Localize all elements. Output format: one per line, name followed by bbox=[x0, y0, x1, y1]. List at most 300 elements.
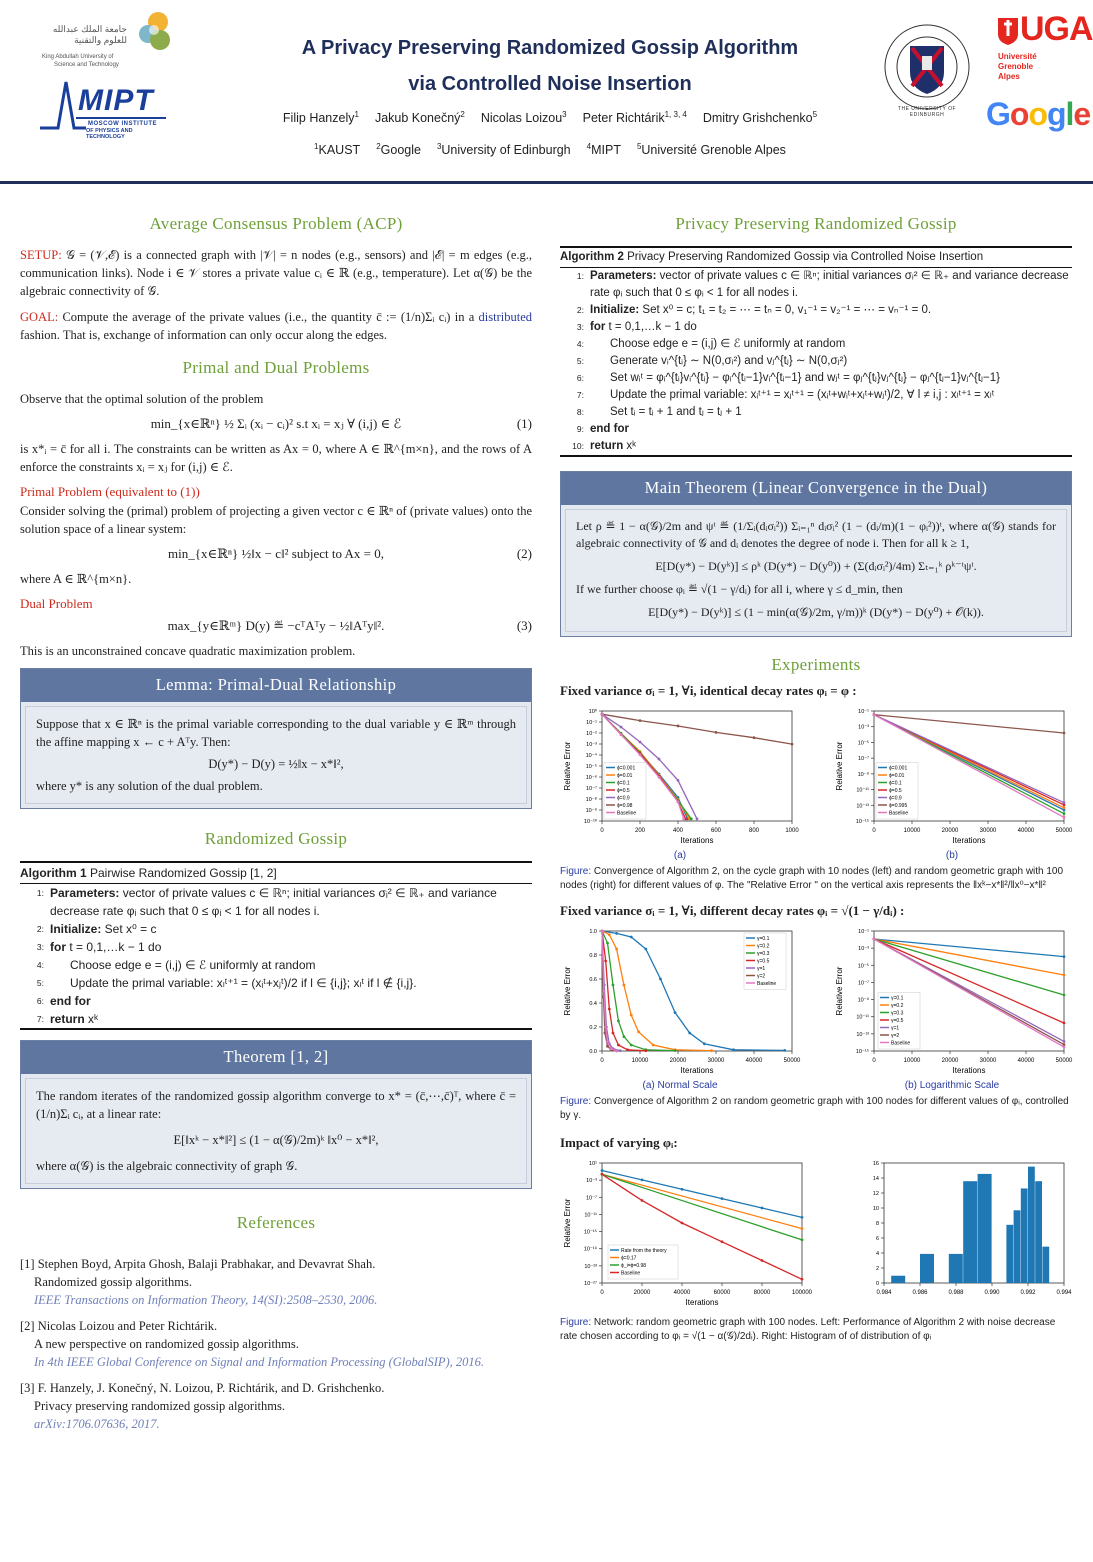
data-point bbox=[626, 1048, 629, 1051]
y-tick-label: 10⁻⁸ bbox=[585, 797, 597, 803]
x-tick-label: 50000 bbox=[1055, 1058, 1073, 1064]
affiliation bbox=[376, 143, 421, 157]
data-point bbox=[644, 1049, 647, 1052]
y-tick-label: 10⁻¹ bbox=[858, 929, 869, 935]
x-tick-label: 800 bbox=[748, 828, 760, 834]
author-affil-mark: 2 bbox=[460, 110, 465, 119]
affiliation-name: Google bbox=[380, 143, 421, 158]
legend-label: γ=0.2 bbox=[891, 1003, 904, 1009]
x-tick-label: 60000 bbox=[713, 1290, 731, 1296]
data-point bbox=[606, 1040, 609, 1043]
equation-1 bbox=[20, 416, 532, 432]
edinburgh-logo bbox=[882, 22, 972, 118]
plot-area bbox=[835, 929, 1073, 1075]
uga-sub1: Université bbox=[998, 52, 1037, 61]
left-column bbox=[20, 214, 532, 1441]
y-tick-label: 14 bbox=[872, 1176, 879, 1182]
uga-sub2: Grenoble bbox=[998, 62, 1034, 71]
main-theorem-body bbox=[565, 509, 1067, 632]
poster-header bbox=[0, 0, 1093, 183]
algorithm-line bbox=[20, 920, 532, 938]
edinburgh-crest-icon bbox=[882, 22, 972, 112]
data-point bbox=[604, 1026, 607, 1029]
histogram-bar bbox=[1035, 1181, 1042, 1283]
exp1-chart-b bbox=[832, 705, 1072, 845]
data-point bbox=[644, 948, 647, 951]
data-point bbox=[658, 758, 661, 761]
uga-wordmark: UGA bbox=[1020, 10, 1093, 48]
data-point bbox=[608, 933, 611, 936]
data-point bbox=[1063, 1043, 1066, 1046]
data-point bbox=[612, 984, 615, 987]
x-tick-label: 100000 bbox=[791, 1290, 813, 1296]
author-name: Dmitry Grishchenko bbox=[702, 111, 813, 126]
google-letter: g bbox=[1046, 96, 1066, 132]
data-point bbox=[801, 1216, 804, 1219]
plot-area bbox=[873, 1161, 1072, 1296]
eq2-after: where A ∈ ℝ^{m×n}. bbox=[20, 572, 132, 586]
kaust-logo-arabic: جامعة الملك عبدالله للعلوم والتقنية bbox=[52, 24, 127, 45]
data-point bbox=[623, 1035, 626, 1038]
google-letter: l bbox=[1065, 96, 1074, 132]
equation-2 bbox=[20, 546, 532, 562]
algorithm-line bbox=[560, 302, 1072, 319]
exp3-caption-label: Figure: bbox=[560, 1317, 592, 1328]
legend-label: ϕ=0.5 bbox=[889, 788, 902, 794]
x-tick-label: 0.984 bbox=[876, 1290, 892, 1296]
exp2-plot-a bbox=[560, 925, 800, 1091]
data-point bbox=[703, 1042, 706, 1045]
author-name: Filip Hanzely bbox=[282, 111, 355, 126]
x-tick-label: 200 bbox=[634, 828, 646, 834]
legend-label: γ=0.3 bbox=[891, 1010, 904, 1017]
x-tick-label: 50000 bbox=[783, 1058, 801, 1064]
y-tick-label: 0.0 bbox=[589, 1049, 597, 1055]
equation-2-body: min_{x∈ℝⁿ} ½‖x − c‖² subject to Ax = 0, bbox=[168, 546, 384, 561]
y-tick-label: 10⁻²⁷ bbox=[584, 1281, 597, 1287]
uga-logo bbox=[996, 10, 1093, 84]
data-point bbox=[1063, 1040, 1066, 1043]
exp3-caption bbox=[560, 1316, 1072, 1344]
data-point bbox=[696, 817, 699, 820]
exp2-chart-a bbox=[560, 925, 800, 1075]
reference-item bbox=[20, 1317, 532, 1371]
histogram-bar bbox=[963, 1181, 977, 1283]
x-tick-label: 10000 bbox=[903, 828, 921, 834]
y-tick-label: 10⁻²³ bbox=[584, 1263, 597, 1270]
y-tick-label: 10⁻⁷ bbox=[585, 1195, 597, 1202]
reference-title: Randomized gossip algorithms. bbox=[34, 1275, 192, 1289]
uga-shield-icon bbox=[996, 16, 1020, 46]
legend-label: Rate from the theory bbox=[621, 1248, 667, 1254]
x-tick-label: 20000 bbox=[941, 1058, 959, 1064]
affiliation-mark: 3 bbox=[436, 142, 442, 151]
author bbox=[703, 111, 817, 125]
x-tick-label: 600 bbox=[710, 828, 722, 834]
x-tick-label: 0 bbox=[872, 828, 876, 834]
data-point bbox=[801, 1238, 804, 1241]
x-tick-label: 30000 bbox=[707, 1058, 725, 1064]
legend-label: ϕ=0.98 bbox=[617, 803, 633, 809]
x-tick-label: 50000 bbox=[1055, 828, 1073, 834]
reference-authors: [3] F. Hanzely, J. Konečný, N. Loizou, P. Richtárik, and D. Grishchenko. bbox=[20, 1381, 385, 1395]
lemma-body bbox=[25, 706, 527, 804]
data-point bbox=[1063, 801, 1066, 804]
exp1-chart-a bbox=[560, 705, 800, 845]
title-line-1: A Privacy Preserving Randomized Gossip Algorithm bbox=[301, 37, 799, 59]
line-text bbox=[50, 992, 532, 1010]
exp2-plots bbox=[560, 925, 1072, 1091]
line-body: Set x⁰ = c; t₁ = t₂ = ⋯ = tₙ = 0, v₁⁻¹ = v₂⁻¹ = ⋯ = vₙ⁻¹ = 0. bbox=[639, 304, 932, 316]
exp1-caption-label: Figure: bbox=[560, 866, 592, 877]
y-tick-label: 6 bbox=[875, 1236, 879, 1242]
y-tick-label: 2 bbox=[875, 1266, 879, 1272]
y-tick-label: 10⁻⁴ bbox=[585, 753, 597, 759]
author-affil-mark: 5 bbox=[812, 110, 818, 119]
google-wordmark bbox=[986, 96, 1090, 132]
y-tick-label: 10⁻⁷ bbox=[857, 756, 869, 763]
data-point bbox=[620, 726, 623, 729]
mipt-sub1: MOSCOW INSTITUTE bbox=[88, 121, 157, 127]
author-affil-mark: 1, 3, 4 bbox=[664, 110, 687, 119]
algorithm-line bbox=[560, 387, 1072, 404]
exp2-sublabel-a: (a) Normal Scale bbox=[642, 1080, 718, 1091]
data-point bbox=[1063, 1046, 1066, 1049]
algorithm-line bbox=[560, 353, 1072, 370]
x-tick-label: 10000 bbox=[631, 1058, 649, 1064]
exp3-plot-right bbox=[842, 1157, 1072, 1312]
line-number: 4: bbox=[576, 339, 584, 349]
line-number: 5: bbox=[36, 978, 44, 988]
line-body: t = 0,1,…k − 1 do bbox=[605, 321, 697, 333]
author-name: Nicolas Loizou bbox=[480, 111, 563, 126]
x-axis-label: Iterations bbox=[685, 1298, 719, 1307]
randomized-gossip-title: Randomized Gossip bbox=[204, 829, 348, 848]
references-title: References bbox=[236, 1213, 316, 1232]
algorithm-1 bbox=[20, 861, 532, 1030]
algorithm-line bbox=[560, 438, 1072, 455]
main-theorem-text-1: Let ρ ≝ 1 − α(𝒢)/2m and ψᵗ ≝ (1/Σᵢ(dᵢσᵢ²)) Σᵢ₌₁ⁿ dᵢσᵢ² (1 − (dᵢ/m)(1 − φᵢ²))ᵗ, where α(𝒢) stands for algebraic connectivity of 𝒢 and dᵢ denotes the degree of node i. Then for all k ≥ 1, bbox=[576, 519, 1056, 550]
main-theorem-equation-1: E[D(y*) − D(yᵏ)] ≤ ρᵏ (D(y*) − D(y⁰)) + (Σ(dᵢσᵢ²)/4m) Σₜ₌₁ᵏ ρᵏ⁻ᵗψᵗ. bbox=[655, 559, 977, 573]
lemma-text-1: Suppose that x ∈ ℝⁿ is the primal variable corresponding to the dual variable y ∈ ℝᵐ through the affine mapping x ← c + Aᵀy. Then: bbox=[36, 717, 516, 749]
line-number: 3: bbox=[36, 942, 44, 952]
data-point bbox=[1063, 806, 1066, 809]
google-letter: e bbox=[1073, 96, 1091, 132]
line-text bbox=[590, 319, 1072, 336]
x-tick-label: 20000 bbox=[633, 1290, 651, 1296]
algorithm-2-lines bbox=[560, 268, 1072, 455]
affiliation-mark: 4 bbox=[586, 142, 592, 151]
author bbox=[283, 111, 359, 125]
exp1-plot-b bbox=[832, 705, 1072, 861]
author-list bbox=[230, 110, 870, 125]
line-body: t = 0,1,…k − 1 do bbox=[66, 940, 162, 954]
poster-title bbox=[250, 30, 850, 102]
google-logo bbox=[986, 96, 1092, 136]
data-point bbox=[753, 736, 756, 739]
x-tick-label: 40000 bbox=[745, 1058, 763, 1064]
data-point bbox=[801, 1278, 804, 1281]
line-text bbox=[590, 438, 1072, 455]
algorithm-line bbox=[560, 421, 1072, 438]
line-body: Choose edge e = (i,j) ∈ ℰ uniformly at random bbox=[610, 338, 846, 350]
line-text bbox=[590, 421, 1072, 438]
y-tick-label: 10⁻² bbox=[586, 731, 597, 737]
y-axis-label: Relative Error bbox=[563, 741, 572, 791]
y-tick-label: 10⁻¹⁵ bbox=[583, 1229, 597, 1236]
algorithm-2 bbox=[560, 246, 1072, 457]
histogram-bar bbox=[978, 1174, 992, 1283]
exp1-plots bbox=[560, 705, 1072, 861]
legend-label: ϕ=0.001 bbox=[617, 765, 636, 772]
algorithm-1-header bbox=[20, 863, 532, 884]
line-keyword: Initialize: bbox=[50, 922, 102, 936]
line-text bbox=[590, 268, 1072, 302]
data-point bbox=[721, 1197, 724, 1200]
line-keyword: return bbox=[590, 440, 624, 452]
equation-1-body: min_{x∈ℝⁿ} ½ Σᵢ (xᵢ − cᵢ)² s.t xᵢ = xⱼ ∀ (i,j) ∈ ℰ bbox=[150, 416, 402, 431]
data-point bbox=[652, 1044, 655, 1047]
equation-2-number: (2) bbox=[516, 546, 532, 561]
algorithm-1-caption: Pairwise Randomized Gossip [1, 2] bbox=[86, 866, 277, 880]
reference-venue: In 4th IEEE Global Conference on Signal and Information Processing (GlobalSIP), 2016. bbox=[34, 1355, 485, 1369]
algorithm-line bbox=[560, 268, 1072, 302]
reference-item bbox=[20, 1379, 532, 1433]
y-tick-label: 10⁻³ bbox=[858, 724, 869, 731]
primal-problem-head: Primal Problem (equivalent to (1)) bbox=[20, 484, 200, 499]
acp-title: Average Consensus Problem (ACP) bbox=[149, 214, 403, 233]
exp1-sublabel-a: (a) bbox=[673, 850, 687, 861]
algorithm-line bbox=[20, 974, 532, 992]
data-point bbox=[761, 1207, 764, 1210]
lemma-text-2: where y* is any solution of the dual problem. bbox=[36, 779, 263, 793]
legend-label: ϕ=0.01 bbox=[617, 773, 633, 779]
y-tick-label: 10⁻¹⁰ bbox=[583, 819, 597, 825]
x-tick-label: 10000 bbox=[903, 1058, 921, 1064]
y-tick-label: 12 bbox=[872, 1191, 879, 1197]
exp2-chart-b bbox=[832, 925, 1072, 1075]
line-keyword: end for bbox=[50, 994, 91, 1008]
legend bbox=[604, 763, 646, 820]
data-point bbox=[608, 1008, 611, 1011]
setup-paragraph bbox=[20, 246, 532, 300]
y-tick-label: 4 bbox=[875, 1251, 879, 1257]
data-point bbox=[641, 1178, 644, 1181]
data-point bbox=[710, 1049, 713, 1052]
goal-text-b: fashion. That is, exchange of information can only occur along the edges. bbox=[20, 328, 388, 342]
data-point bbox=[1063, 812, 1066, 815]
line-keyword: for bbox=[50, 940, 66, 954]
goal-paragraph bbox=[20, 308, 532, 344]
y-tick-label: 10⁻¹¹ bbox=[856, 787, 869, 794]
line-number: 3: bbox=[576, 322, 584, 332]
y-tick-label: 10⁻¹⁵ bbox=[855, 819, 869, 825]
y-axis-label: Relative Error bbox=[835, 741, 844, 791]
data-point bbox=[601, 713, 604, 716]
kaust-logo-en1: King Abdullah University of bbox=[42, 54, 114, 60]
main-theorem-title: Main Theorem (Linear Convergence in the Dual) bbox=[561, 472, 1071, 505]
reference-item bbox=[20, 1255, 532, 1309]
reference-title: Privacy preserving randomized gossip algorithms. bbox=[34, 1399, 285, 1413]
data-point bbox=[677, 800, 680, 803]
data-point bbox=[604, 960, 607, 963]
author-affil-mark: 1 bbox=[354, 110, 359, 119]
google-letter: G bbox=[986, 96, 1010, 132]
y-axis-label: Relative Error bbox=[835, 966, 844, 1016]
data-point bbox=[1063, 816, 1066, 819]
data-point bbox=[615, 932, 618, 935]
main-theorem-equation-2: E[D(y*) − D(yᵏ)] ≤ (1 − min(α(𝒢)/2m, γ/m))ᵏ (D(y*) − D(y⁰) + 𝒪(k)). bbox=[648, 605, 984, 619]
data-point bbox=[615, 948, 618, 951]
y-tick-label: 10⁻⁷ bbox=[585, 786, 597, 792]
data-point bbox=[641, 1199, 644, 1202]
line-keyword: Initialize: bbox=[590, 304, 640, 316]
y-tick-label: 10⁻³ bbox=[858, 946, 869, 953]
data-point bbox=[630, 1044, 633, 1047]
legend-label: γ=2 bbox=[757, 973, 766, 980]
line-body: xᵏ bbox=[84, 1012, 99, 1026]
y-tick-label: 16 bbox=[872, 1161, 879, 1167]
line-number: 8: bbox=[576, 407, 584, 417]
line-number: 2: bbox=[36, 924, 44, 934]
exp2-caption-label: Figure: bbox=[560, 1096, 592, 1107]
line-number: 9: bbox=[576, 424, 584, 434]
pd-text-1: Observe that the optimal solution of the problem bbox=[20, 392, 264, 406]
uga-sub3: Alpes bbox=[998, 72, 1020, 81]
data-point bbox=[1063, 955, 1066, 958]
x-tick-label: 0.994 bbox=[1056, 1290, 1072, 1296]
x-tick-label: 1000 bbox=[785, 828, 799, 834]
legend-label: γ=0.5 bbox=[757, 958, 770, 965]
x-tick-label: 20000 bbox=[669, 1058, 687, 1064]
line-number: 5: bbox=[576, 356, 584, 366]
lemma-title: Lemma: Primal-Dual Relationship bbox=[21, 669, 531, 702]
primal-text: Consider solving the (primal) problem of projecting a given vector c ∈ ℝⁿ of (private values) onto the solution space of a linear system: bbox=[20, 504, 532, 536]
data-point bbox=[715, 731, 718, 734]
data-point bbox=[612, 1032, 615, 1035]
x-tick-label: 30000 bbox=[979, 828, 997, 834]
data-point bbox=[761, 1259, 764, 1262]
lemma-box bbox=[20, 668, 532, 809]
y-tick-label: 10⁻¹ bbox=[858, 709, 869, 715]
header-rule bbox=[0, 181, 1093, 184]
data-point bbox=[620, 733, 623, 736]
pprg-title: Privacy Preserving Randomized Gossip bbox=[675, 214, 957, 233]
line-number: 7: bbox=[576, 390, 584, 400]
data-point bbox=[639, 719, 642, 722]
legend-label: ϕ=0.001 bbox=[889, 765, 908, 772]
line-number: 7: bbox=[36, 1014, 44, 1024]
x-tick-label: 0 bbox=[600, 1058, 604, 1064]
affiliation-mark: 2 bbox=[376, 142, 381, 151]
y-tick-label: 10¹ bbox=[589, 1161, 597, 1167]
data-point bbox=[682, 817, 685, 820]
line-keyword: return bbox=[50, 1012, 85, 1026]
kaust-logo bbox=[42, 10, 172, 70]
legend-label: Baseline bbox=[757, 981, 777, 987]
y-tick-label: 10⁻¹³ bbox=[856, 803, 869, 810]
plot-area bbox=[835, 709, 1073, 845]
exp3-chart-left bbox=[560, 1157, 813, 1307]
data-point bbox=[619, 1049, 622, 1052]
affiliation bbox=[314, 143, 360, 157]
plot-area bbox=[563, 1161, 813, 1307]
exp1-caption bbox=[560, 865, 1072, 893]
data-point bbox=[721, 1240, 724, 1243]
data-point bbox=[601, 930, 604, 933]
author-name: Peter Richtárik bbox=[582, 111, 665, 126]
theorem-text-1: The random iterates of the randomized gossip algorithm converge to x* = (c̄,⋯,c̄)ᵀ, where c̄ = (1/n)Σᵢ cᵢ, at a linear rate: bbox=[36, 1089, 516, 1121]
y-tick-label: 10⁻⁵ bbox=[585, 764, 597, 770]
x-tick-label: 0 bbox=[872, 1058, 876, 1064]
data-point bbox=[688, 1032, 691, 1035]
line-text bbox=[590, 404, 1072, 421]
algorithm-line bbox=[560, 404, 1072, 421]
reference-venue: arXiv:1706.07636, 2017. bbox=[34, 1417, 160, 1431]
author bbox=[481, 111, 567, 125]
x-tick-label: 0.992 bbox=[1020, 1290, 1036, 1296]
legend-label: Baseline bbox=[617, 810, 637, 817]
affiliation-mark: 1 bbox=[314, 142, 319, 151]
data-point bbox=[873, 938, 876, 941]
exp3-plot-left bbox=[560, 1157, 813, 1312]
data-point bbox=[658, 776, 661, 779]
line-number: 10: bbox=[572, 441, 584, 451]
affiliation bbox=[587, 143, 621, 157]
legend-label: ϕ=0.995 bbox=[889, 803, 908, 809]
x-tick-label: 0.988 bbox=[948, 1290, 964, 1296]
equation-3-number: (3) bbox=[516, 618, 532, 633]
y-tick-label: 1.0 bbox=[589, 929, 597, 935]
legend bbox=[744, 933, 786, 990]
x-axis-label: Iterations bbox=[680, 1066, 714, 1075]
line-body: Set wᵢᵗ = φᵢ^{tᵢ}vᵢ^{tᵢ} − φᵢ^{tᵢ−1}vᵢ^{tᵢ−1} and wⱼᵗ = φⱼ^{tⱼ}vⱼ^{tⱼ} − φⱼ^{tⱼ−1}vⱼ^{tⱼ−1} bbox=[610, 372, 1000, 384]
setup-text: 𝒢 = (𝒱,ℰ) is a connected graph with |𝒱| = n nodes (e.g., sensors) and |ℰ| = m edges (e.g., communication links). Node i ∈ 𝒱 stores a private value cᵢ ∈ ℝ (e.g., temperature). Let α(𝒢) be the algebraic connectivity of 𝒢. bbox=[20, 248, 532, 298]
y-axis-label: Relative Error bbox=[563, 1198, 572, 1248]
reference-authors: [2] Nicolas Loizou and Peter Richtárik. bbox=[20, 1319, 218, 1333]
line-body: Choose edge e = (i,j) ∈ ℰ uniformly at random bbox=[70, 958, 316, 972]
kaust-logo-en2: Science and Technology bbox=[54, 62, 119, 68]
x-tick-label: 40000 bbox=[1017, 828, 1035, 834]
mipt-wordmark: MIPT bbox=[78, 84, 154, 117]
setup-label: SETUP: bbox=[20, 248, 62, 262]
line-body: xᵏ bbox=[623, 440, 637, 452]
exp3-histogram bbox=[842, 1157, 1072, 1307]
x-tick-label: 0.986 bbox=[912, 1290, 928, 1296]
reference-authors: [1] Stephen Boyd, Arpita Ghosh, Balaji Prabhakar, and Devavrat Shah. bbox=[20, 1257, 376, 1271]
legend-label: ϕ=0.9 bbox=[889, 795, 902, 802]
y-tick-label: 10⁻³ bbox=[586, 1178, 597, 1185]
theorem-title: Theorem [1, 2] bbox=[21, 1041, 531, 1074]
title-line-2: via Controlled Noise Insertion bbox=[408, 73, 692, 95]
line-text bbox=[50, 1010, 532, 1028]
x-axis-label: Iterations bbox=[952, 836, 986, 845]
y-tick-label: 8 bbox=[875, 1221, 879, 1227]
data-point bbox=[639, 753, 642, 756]
theorem-box bbox=[20, 1040, 532, 1189]
histogram-bar bbox=[1006, 1225, 1013, 1283]
data-point bbox=[617, 1044, 620, 1047]
dual-problem-head: Dual Problem bbox=[20, 596, 93, 611]
affiliation-list bbox=[230, 142, 870, 157]
algorithm-line bbox=[560, 370, 1072, 387]
histogram-bar bbox=[1028, 1167, 1035, 1283]
y-axis-label: Relative Error bbox=[563, 966, 572, 1016]
exp1-heading: Fixed variance σᵢ = 1, ∀i, identical decay rates φᵢ = φ : bbox=[560, 683, 857, 698]
exp2-plot-b bbox=[832, 925, 1072, 1091]
legend-label: Baseline bbox=[889, 810, 909, 817]
algorithm-line bbox=[20, 992, 532, 1010]
